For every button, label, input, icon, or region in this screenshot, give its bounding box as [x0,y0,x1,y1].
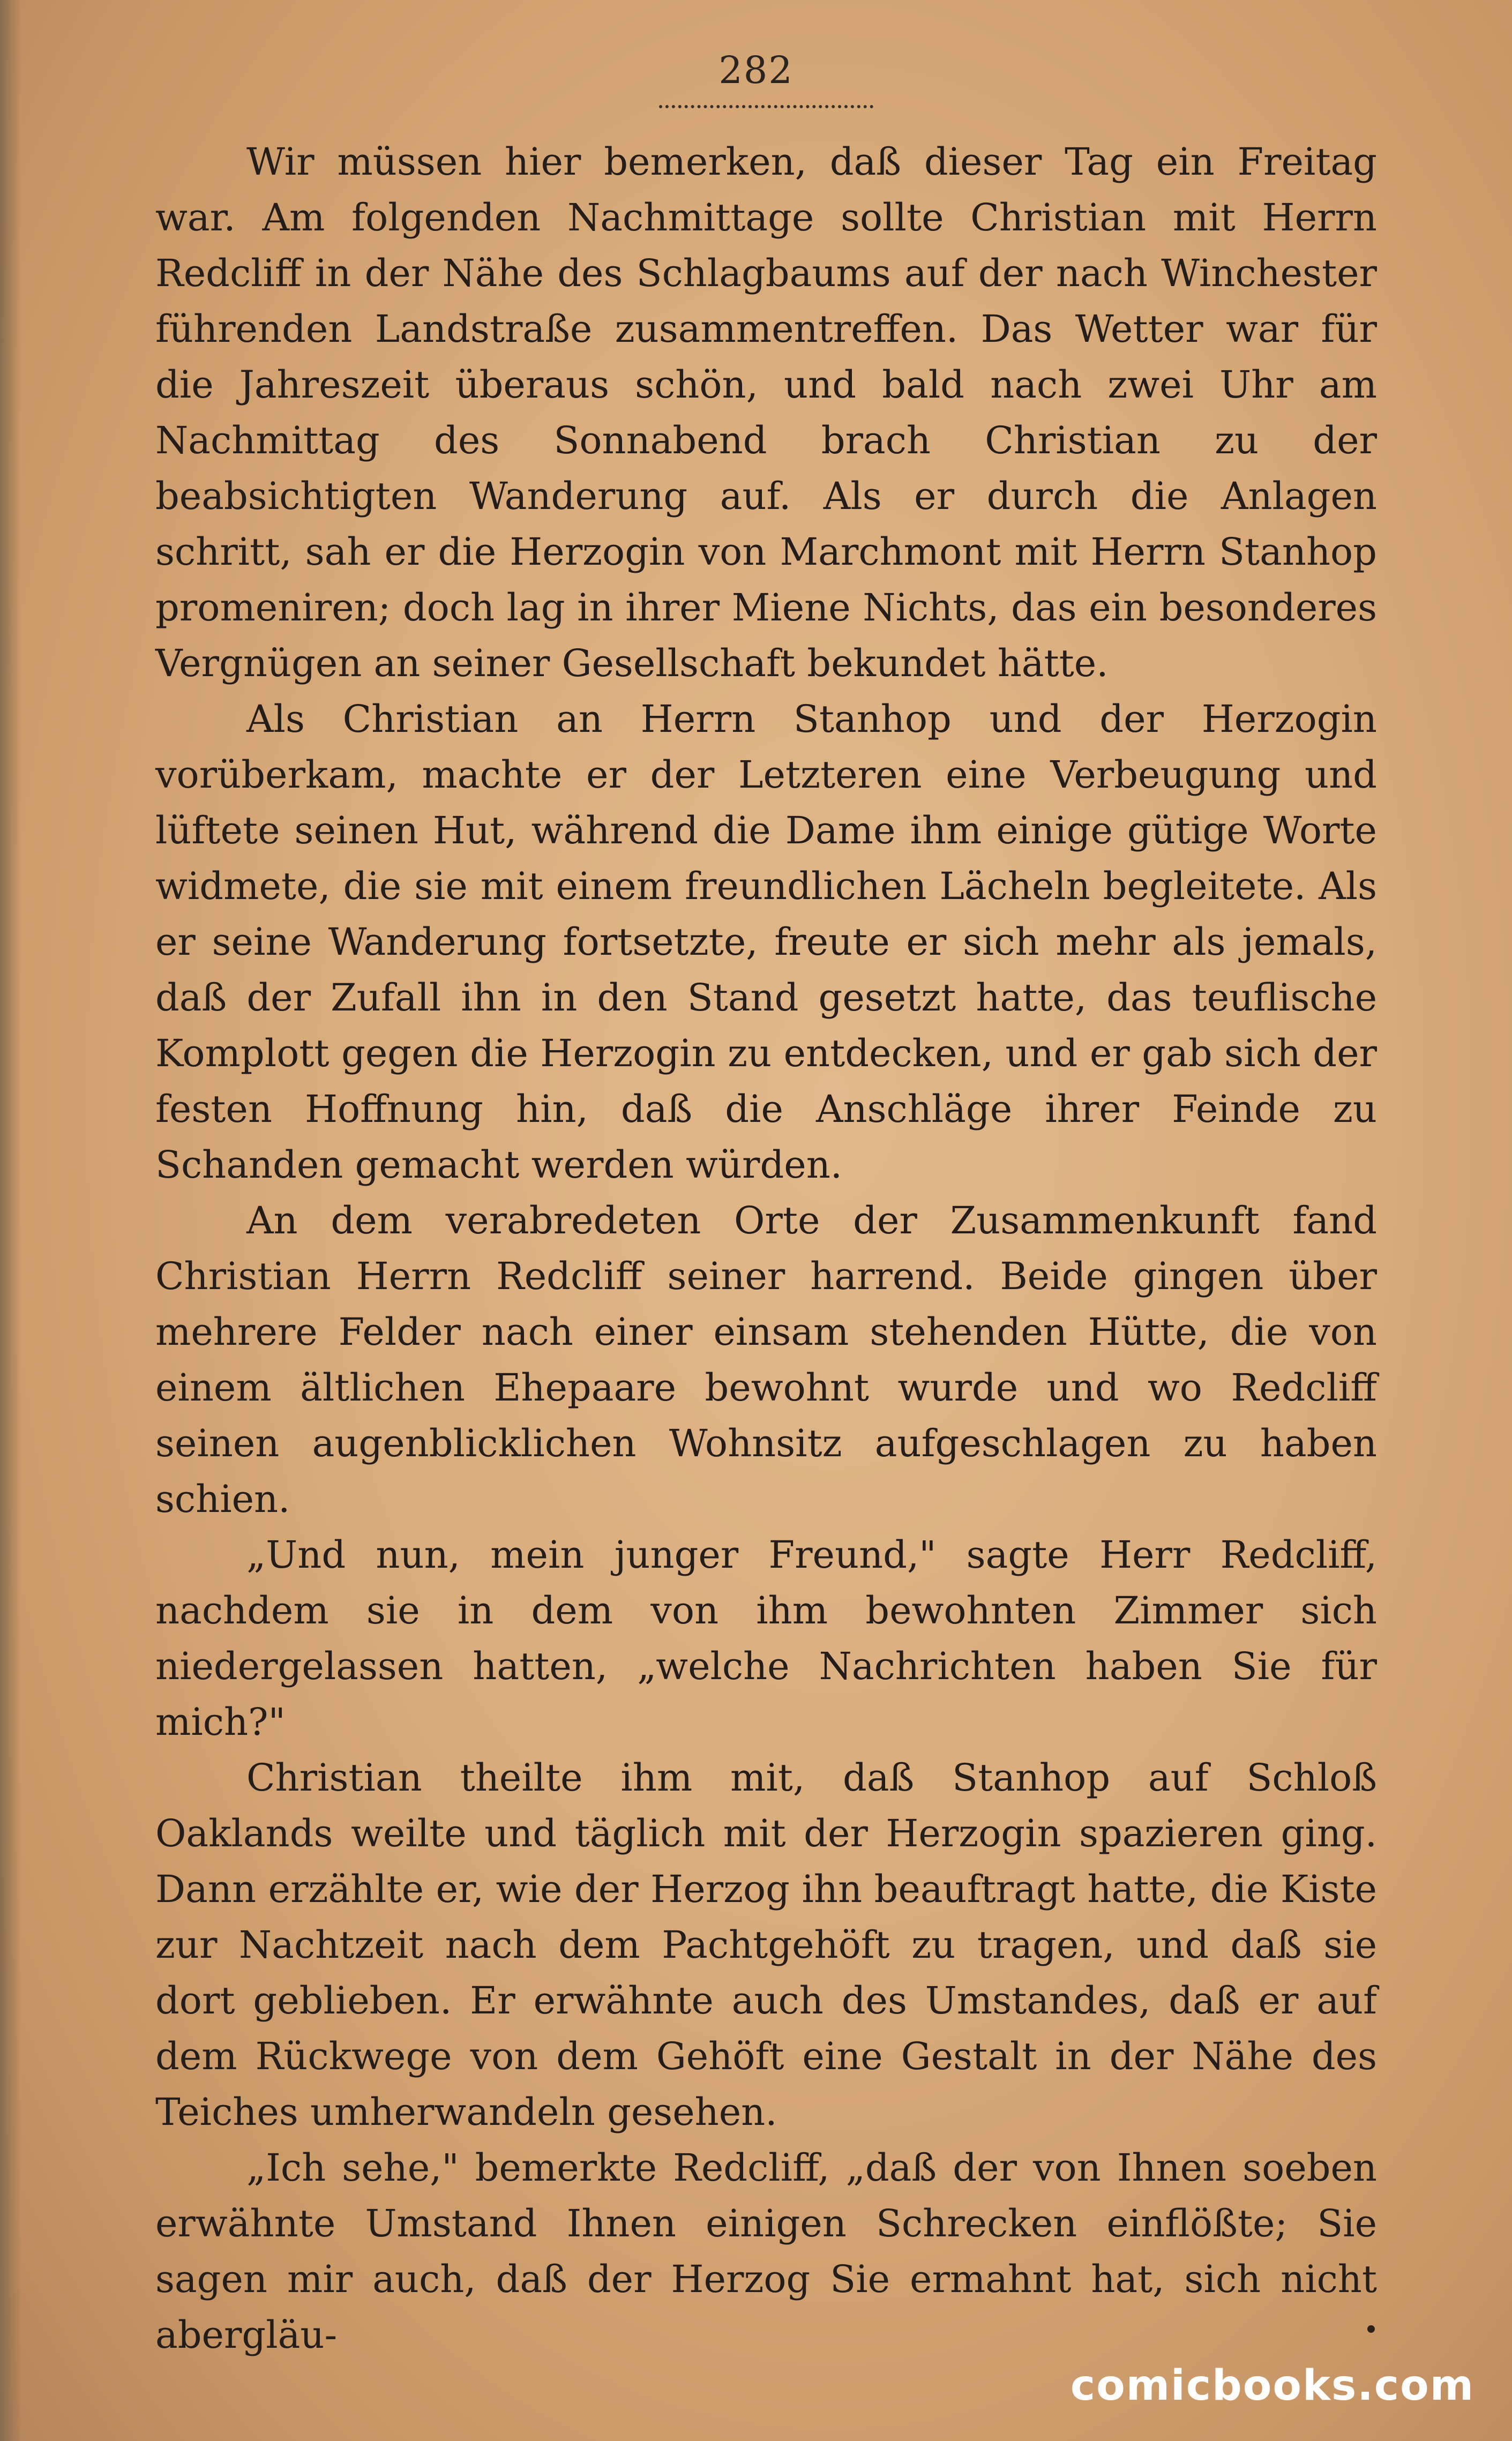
paragraph: An dem verabredeten Orte der Zusammenkunft fand Christian Herrn Redcliff seiner harrend. Beide gingen über mehrere Felder nach einer einsam stehenden Hütte, die von einem ältlichen Ehepaare bewohnt wurde und wo Redcliff seinen augenblicklichen Wohnsitz aufgeschlagen zu haben schien. [155,1199,1377,1521]
ink-speck [1367,2325,1375,2333]
paragraph: Christian theilte ihm mit, daß Stanhop auf Schloß Oaklands weilte und täglich mit der Herzogin spazieren ging. Dann erzählte er, wie der Herzog ihn beauftragt hatte, die Kiste zur Nachtzeit nach dem Pachtgehöft zu tragen, und daß sie dort geblieben. Er erwähnte auch des Umstandes, daß er auf dem Rückwege von dem Gehöft eine Gestalt in der Nähe des Teiches umherwandeln gesehen. [155,1756,1377,2134]
paragraph: Wir müssen hier bemerken, daß dieser Tag ein Freitag war. Am folgenden Nachmittage sollte Christian mit Herrn Redcliff in der Nähe des Schlagbaums auf der nach Winchester führenden Landstraße zusammentreffen. Das Wetter war für die Jahreszeit überaus schön, und bald nach zwei Uhr am Nachmittag des Sonnabend brach Christian zu der beabsichtigten Wanderung auf. Als er durch die Anlagen schritt, sah er die Herzogin von Marchmont mit Herrn Stanhop promeniren; doch lag in ihrer Miene Nichts, das ein besonderes Vergnügen an seiner Gesellschaft bekundet hätte. [155,140,1377,685]
body-text [155,134,1377,2363]
header-ornament [659,98,873,108]
page-edge-shadow [0,0,21,2441]
paragraph: „Und nun, mein junger Freund," sagte Herr Redcliff, nachdem sie in dem von ihm bewohnten Zimmer sich niedergelassen hatten, „welche Nachrichten haben Sie für mich?" [155,1533,1377,1744]
paragraph: Als Christian an Herrn Stanhop und der Herzogin vorüberkam, machte er der Letzteren eine Verbeugung und lüftete seinen Hut, während die Dame ihm einige gütige Worte widmete, die sie mit einem freundlichen Lächeln begleitete. Als er seine Wanderung fortsetzte, freute er sich mehr als jemals, daß der Zufall ihn in den Stand gesetzt hatte, das teuflische Komplott gegen die Herzogin zu entdecken, und er gab sich der festen Hoffnung hin, daß die Anschläge ihrer Feinde zu Schanden gemacht werden würden. [155,697,1377,1187]
paragraph: „Ich sehe," bemerkte Redcliff, „daß der von Ihnen soeben erwähnte Umstand Ihnen einigen Schrecken einflößte; Sie sagen mir auch, daß der Herzog Sie ermahnt hat, sich nicht abergläu- [155,2146,1377,2357]
watermark: comicbooks.com [1070,2362,1474,2410]
page-number: 282 [718,48,794,92]
